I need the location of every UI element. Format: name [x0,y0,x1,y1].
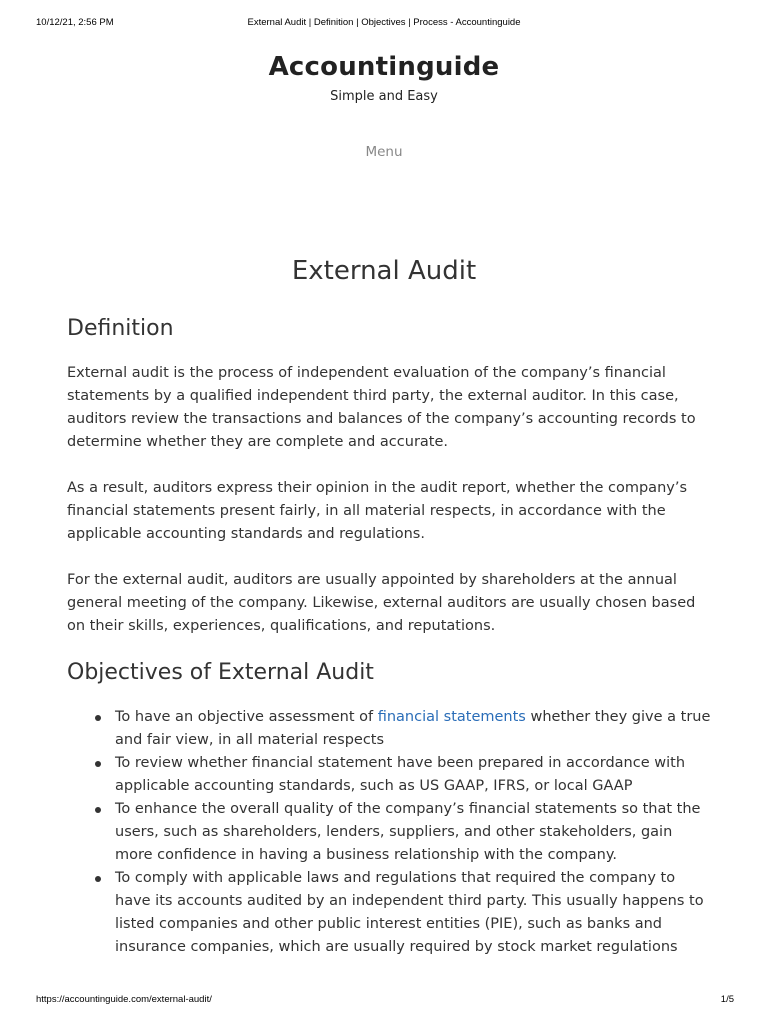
paragraph-line: general meeting of the company. Likewise, external auditors are usually chosen based [67,595,696,611]
bullet-icon [95,761,101,767]
objectives-section [67,660,707,685]
list-item-text: To comply with applicable laws and regulations that required the company to [115,870,676,886]
print-doc-title: External Audit | Definition | Objectives | Process - Accountinguide [247,17,521,28]
paragraph-line: financial statements present fairly, in all material respects, in accordance with the [67,503,666,519]
paragraph-line: on their skills, experiences, qualifications, and reputations. [67,618,496,634]
definition-paragraph-3 [67,569,707,638]
definition-paragraph-2 [67,477,707,546]
bullet-icon [95,807,101,813]
paragraph-line: As a result, auditors express their opinion in the audit report, whether the company’s [67,480,688,496]
menu-button[interactable]: Menu [365,144,403,160]
list-item-text: insurance companies, which are usually required by stock market regulations [115,939,678,955]
list-item-text: more confidence in having a business relationship with the company. [115,847,617,863]
list-item [93,798,713,867]
list-item-text: listed companies and other public interest entities (PIE), such as banks and [115,916,663,932]
objectives-list [93,706,713,959]
list-item-text: To review whether financial statement have been prepared in accordance with [115,755,686,771]
definition-section [67,316,707,341]
list-item [93,752,713,798]
paragraph-line: auditors review the transactions and balances of the company’s accounting records to [67,411,696,427]
paragraph-line: For the external audit, auditors are usually appointed by shareholders at the annual [67,572,677,588]
paragraph-line: statements by a qualified independent third party, the external auditor. In this case, [67,388,679,404]
site-tagline: Simple and Easy [330,89,438,104]
list-item-text: To have an objective assessment of [115,709,378,725]
list-item-text: To enhance the overall quality of the company’s financial statements so that the [115,801,701,817]
list-item [93,706,713,752]
definition-heading: Definition [67,316,174,341]
site-title[interactable]: Accountinguide [268,52,500,82]
list-item-text: have its accounts audited by an independent third party. This usually happens to [115,893,704,909]
objectives-heading: Objectives of External Audit [67,660,374,685]
paragraph-line: External audit is the process of independent evaluation of the company’s financial [67,365,666,381]
page-title: External Audit [291,256,477,286]
list-item-text: whether they give a true [525,709,711,725]
bullet-icon [95,715,101,721]
list-item [93,867,713,959]
print-url: https://accountinguide.com/external-audit/ [36,994,212,1005]
list-item-text: applicable accounting standards, such as US GAAP, IFRS, or local GAAP [115,778,633,794]
bullet-icon [95,876,101,882]
definition-paragraph-1 [67,362,707,454]
paragraph-line: determine whether they are complete and accurate. [67,434,449,450]
list-item-text: and fair view, in all material respects [115,732,385,748]
print-page-number: 1/5 [720,994,734,1005]
list-item-text: users, such as shareholders, lenders, suppliers, and other stakeholders, gain [115,824,673,840]
paragraph-line: applicable accounting standards and regulations. [67,526,425,542]
print-datetime: 10/12/21, 2:56 PM [36,17,114,28]
financial-statements-link[interactable]: financial statements [377,709,526,725]
